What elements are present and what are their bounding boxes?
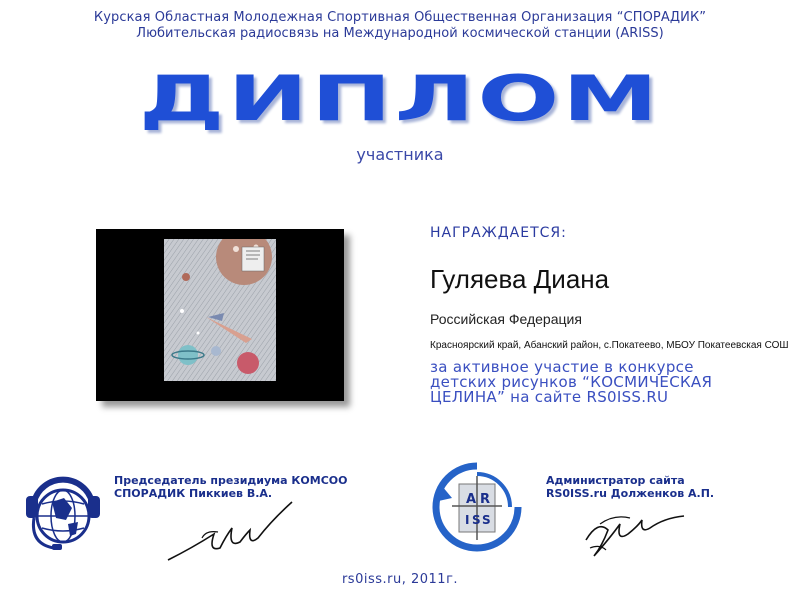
admin-title-line-2	[546, 487, 714, 500]
award-reason-line-3: ЦЕЛИНА” на сайте RS0ISS.RU	[430, 388, 669, 406]
recipient-address: Красноярский край, Абанский район, с.Покатеево, МБОУ Покатеевская СОШ	[430, 340, 789, 351]
drawing-frame	[96, 229, 344, 401]
chairman-title	[114, 474, 348, 500]
admin-site-name: RS0ISS.ru	[546, 487, 607, 500]
space-drawing-illustration	[164, 239, 276, 381]
ariss-letter-a: A	[466, 492, 477, 507]
organization-line-1: Курская Областная Молодежная Спортивная Общественная Организация “СПОРАДИК”	[93, 10, 707, 25]
chairman-title-line-1: Председатель президиума КОМСОО	[114, 474, 348, 487]
chairman-signature	[162, 498, 302, 568]
ariss-letter-r: R	[480, 492, 491, 507]
admin-title	[546, 474, 714, 500]
sporadik-globe-logo	[24, 462, 102, 554]
recipient-country: Российская Федерация	[430, 311, 582, 327]
ariss-letter-s1: S	[472, 513, 481, 527]
organization-line-2: Любительская радиосвязь на Международной космической станции (ARISS)	[136, 26, 664, 41]
award-reason-line-2: детских рисунков “КОСМИЧЕСКАЯ	[430, 373, 713, 391]
award-reason-line-1: за активное участие в конкурсе	[430, 358, 694, 376]
diploma-subtitle: участника	[356, 145, 444, 164]
award-reason	[430, 360, 790, 405]
ariss-logo	[432, 462, 522, 552]
ariss-letter-s2: S	[482, 513, 491, 527]
child-drawing-image	[164, 239, 276, 381]
admin-person-name: Долженков А.П.	[606, 487, 715, 500]
ariss-letter-i: I	[465, 513, 470, 527]
chairman-title-line-2: СПОРАДИК Пиккиев В.А.	[114, 487, 273, 500]
admin-title-line-1: Администратор сайта	[546, 474, 685, 487]
admin-signature	[580, 500, 690, 564]
diploma-title: ДИПЛОМ	[138, 62, 662, 135]
footer-site-year: rs0iss.ru, 2011г.	[341, 572, 459, 587]
awarded-label: НАГРАЖДАЕТСЯ:	[430, 225, 567, 241]
recipient-name: Гуляева Диана	[430, 264, 610, 294]
